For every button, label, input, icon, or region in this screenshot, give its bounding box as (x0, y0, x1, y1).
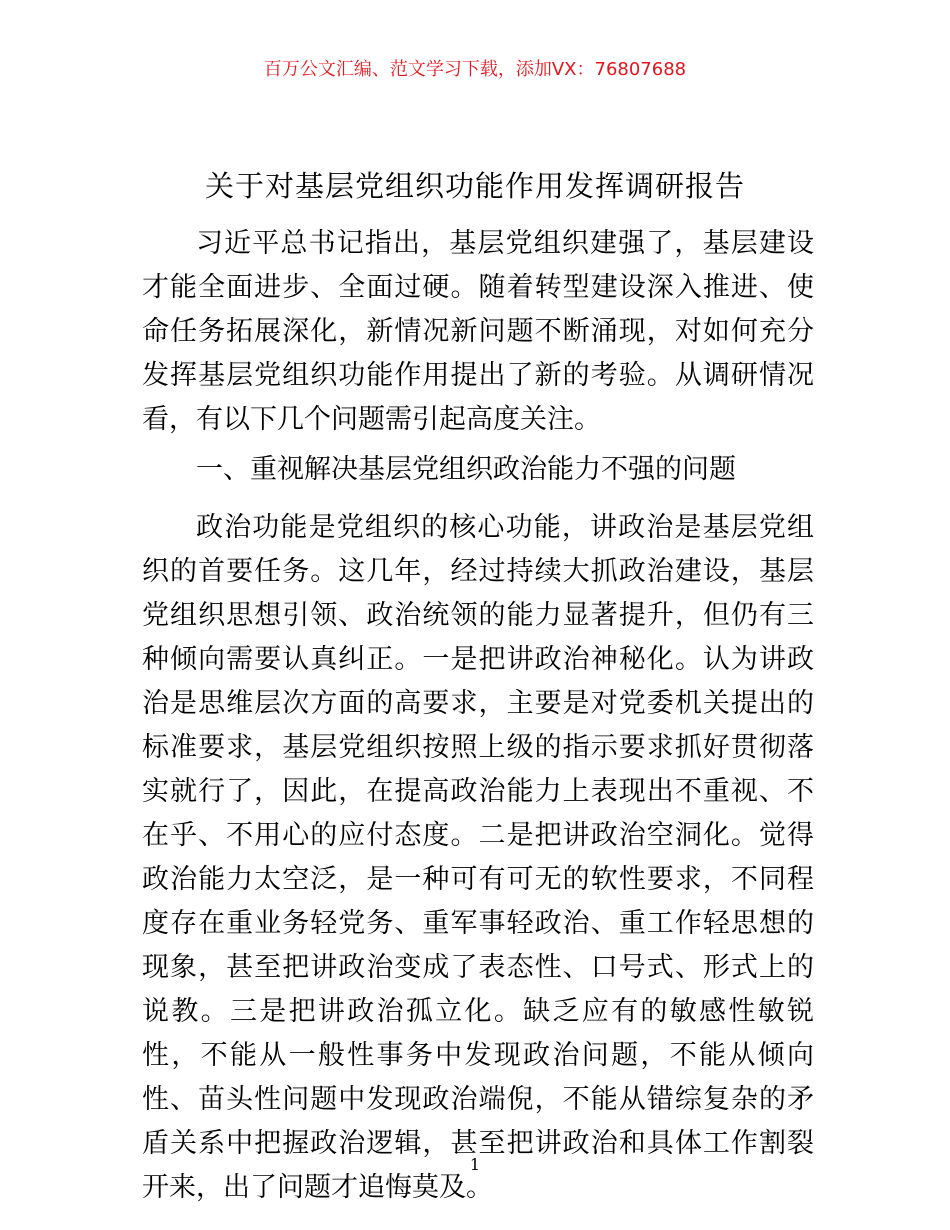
section-paragraph: 政治功能是党组织的核心功能，讲政治是基层党组织的首要任务。这几年，经过持续大抓政治建设，基层党组织思想引领、政治统领的能力显著提升，但仍有三种倾向需要认真纠正。一是把讲政治神秘化。认为讲政治是思维层次方面的高要求，主要是对党委机关提出的标准要求，基层党组织按照上级的指示要求抓好贯彻落实就行了，因此，在提高政治能力上表现出不重视、不在乎、不用心的应付态度。二是把讲政治空洞化。觉得政治能力太空泛，是一种可有可无的软性要求，不同程度存在重业务轻党务、重军事轻政治、重工作轻思想的现象，甚至把讲政治变成了表态性、口号式、形式上的说教。三是把讲政治孤立化。缺乏应有的敏感性敏锐性，不能从一般性事务中发现政治问题，不能从倾向性、苗头性问题中发现政治端倪，不能从错综复杂的矛盾关系中把握政治逻辑，甚至把讲政治和具体工作割裂开来，出了问题才追悔莫及。 (142, 512, 814, 1203)
document-title: 关于对基层党组织功能作用发挥调研报告 (204, 169, 745, 203)
header-promo-text: 百万公文汇编、范文学习下载，添加VX：76807688 (263, 59, 687, 80)
document-body (142, 222, 814, 1210)
page-number: 1 (469, 1155, 481, 1174)
intro-paragraph: 习近平总书记指出，基层党组织建强了，基层建设才能全面进步、全面过硬。随着转型建设深入推进、使命任务拓展深化，新情况新问题不断涌现，对如何充分发挥基层党组织功能作用提出了新的考验。从调研情况看，有以下几个问题需引起高度关注。 (142, 228, 814, 435)
section-heading: 一、重视解决基层党组织政治能力不强的问题 (196, 454, 736, 485)
